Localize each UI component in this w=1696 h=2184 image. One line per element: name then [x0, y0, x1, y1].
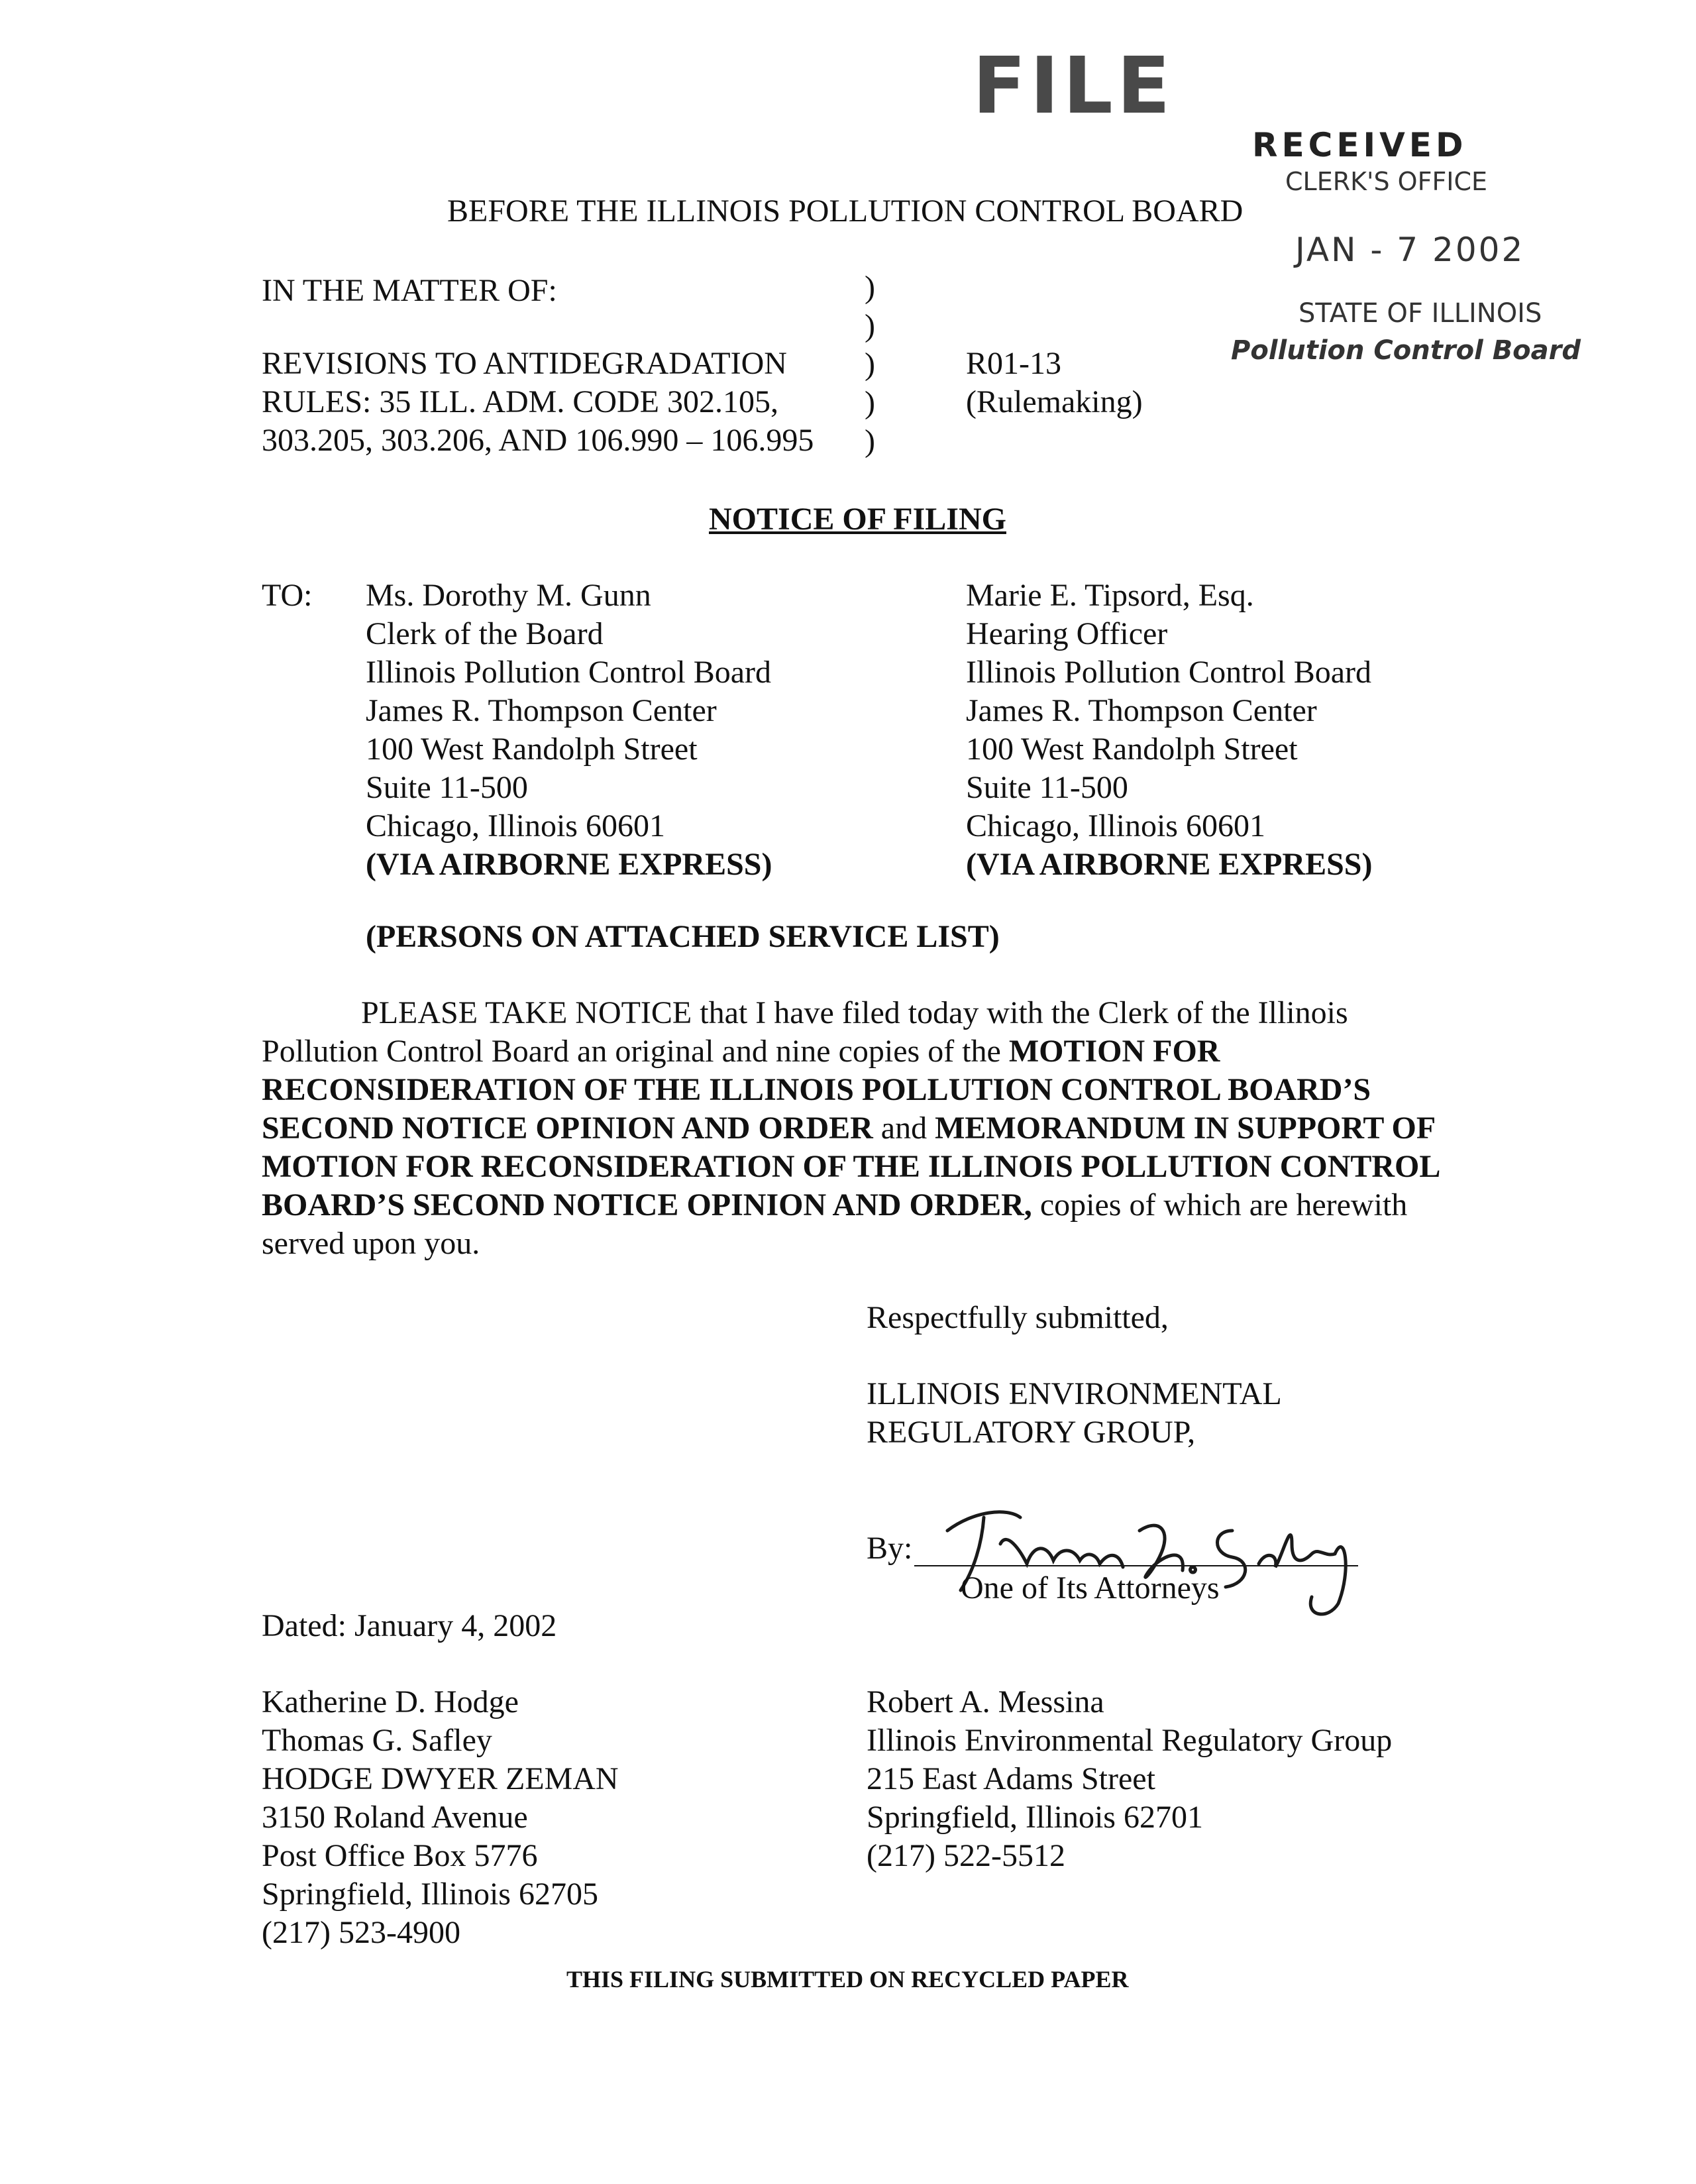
- notice-paragraph: [262, 994, 1467, 1263]
- counsel-line: (217) 523-4900: [262, 1915, 460, 1950]
- paren: ): [865, 423, 875, 459]
- counsel-line: 215 East Adams Street: [867, 1761, 1155, 1796]
- address-line: Illinois Pollution Control Board: [966, 655, 1372, 690]
- paragraph-text: copies of which are herewith served upon you.: [262, 1187, 1408, 1261]
- address-line: Chicago, Illinois 60601: [966, 808, 1265, 844]
- address-line: 100 West Randolph Street: [966, 732, 1298, 767]
- signer-role: One of Its Attorneys: [961, 1570, 1220, 1606]
- by-label: By:: [867, 1531, 913, 1566]
- counsel-left: [262, 1683, 619, 1952]
- board-stamp: Pollution Control Board: [1231, 335, 1581, 366]
- address-line: Hearing Officer: [966, 616, 1168, 651]
- case-number: R01-13: [966, 346, 1061, 381]
- paren: ): [865, 347, 875, 382]
- address-line: Illinois Pollution Control Board: [366, 655, 772, 690]
- caption-line: 303.205, 303.206, AND 106.990 – 106.995: [262, 423, 814, 458]
- counsel-line: Post Office Box 5776: [262, 1838, 538, 1873]
- org-name-line-1: ILLINOIS ENVIRONMENTAL: [867, 1376, 1282, 1411]
- caption-line: REVISIONS TO ANTIDEGRADATION: [262, 346, 787, 381]
- caption-parentheses: [865, 268, 875, 461]
- address-line: Suite 11-500: [366, 770, 528, 805]
- state-stamp: STATE OF ILLINOIS: [1298, 298, 1542, 329]
- address-line: James R. Thompson Center: [366, 693, 717, 728]
- received-stamp: RECEIVED: [1252, 126, 1467, 164]
- address-line: James R. Thompson Center: [966, 693, 1317, 728]
- to-label: TO:: [262, 578, 313, 613]
- paren: ): [865, 385, 875, 420]
- counsel-line: Springfield, Illinois 62701: [867, 1800, 1203, 1835]
- caption-block: [262, 345, 814, 460]
- recycled-paper-footer: THIS FILING SUBMITTED ON RECYCLED PAPER: [566, 1966, 1129, 1993]
- delivery-method: (VIA AIRBORNE EXPRESS): [966, 847, 1373, 882]
- clerks-office-stamp: CLERK'S OFFICE: [1285, 167, 1488, 196]
- dated-line: Dated: January 4, 2002: [262, 1608, 557, 1643]
- address-line: Suite 11-500: [966, 770, 1128, 805]
- org-name-line-2: REGULATORY GROUP,: [867, 1415, 1196, 1450]
- service-list-note: (PERSONS ON ATTACHED SERVICE LIST): [366, 919, 1000, 954]
- received-date-stamp: JAN - 7 2002: [1295, 231, 1525, 269]
- caption-line: RULES: 35 ILL. ADM. CODE 302.105,: [262, 384, 778, 419]
- address-line: Marie E. Tipsord, Esq.: [966, 578, 1254, 613]
- counsel-line: 3150 Roland Avenue: [262, 1800, 528, 1835]
- file-stamp: FILE: [973, 40, 1175, 131]
- address-line: Chicago, Illinois 60601: [366, 808, 665, 844]
- counsel-line: (217) 522-5512: [867, 1838, 1065, 1873]
- counsel-line: Springfield, Illinois 62705: [262, 1877, 598, 1912]
- counsel-right: [867, 1683, 1392, 1875]
- motion-title: MOTION FOR RECONSIDERATION OF THE ILLINOIS POLLUTION CONTROL BOARD’S SECOND NOTICE OPINION AND ORDER: [262, 1034, 1371, 1146]
- counsel-line: Robert A. Messina: [867, 1684, 1104, 1720]
- address-line: Ms. Dorothy M. Gunn: [366, 578, 651, 613]
- delivery-method: (VIA AIRBORNE EXPRESS): [366, 847, 772, 882]
- matter-label: IN THE MATTER OF:: [262, 273, 557, 308]
- counsel-line: Katherine D. Hodge: [262, 1684, 519, 1720]
- paragraph-text: PLEASE TAKE NOTICE that I have filed today with the Clerk of the Illinois Pollution Control Board an original and nine copies of the: [262, 995, 1348, 1069]
- paren: ): [865, 270, 875, 305]
- counsel-line: HODGE DWYER ZEMAN: [262, 1761, 619, 1796]
- address-line: Clerk of the Board: [366, 616, 604, 651]
- closing: Respectfully submitted,: [867, 1300, 1169, 1335]
- memorandum-title: MEMORANDUM IN SUPPORT OF MOTION FOR RECONSIDERATION OF THE ILLINOIS POLLUTION CONTROL BOARD’S SECOND NOTICE OPINION AND ORDER,: [262, 1111, 1439, 1223]
- court-title: BEFORE THE ILLINOIS POLLUTION CONTROL BOARD: [447, 193, 1244, 229]
- notice-heading: NOTICE OF FILING: [709, 502, 1006, 537]
- counsel-line: Illinois Environmental Regulatory Group: [867, 1723, 1393, 1758]
- paragraph-text: and: [873, 1111, 935, 1146]
- address-line: 100 West Randolph Street: [366, 732, 698, 767]
- recipient-right: [966, 576, 1372, 884]
- case-type: (Rulemaking): [966, 384, 1143, 419]
- recipient-left: [366, 576, 772, 884]
- counsel-line: Thomas G. Safley: [262, 1723, 492, 1758]
- paren: ): [865, 308, 875, 343]
